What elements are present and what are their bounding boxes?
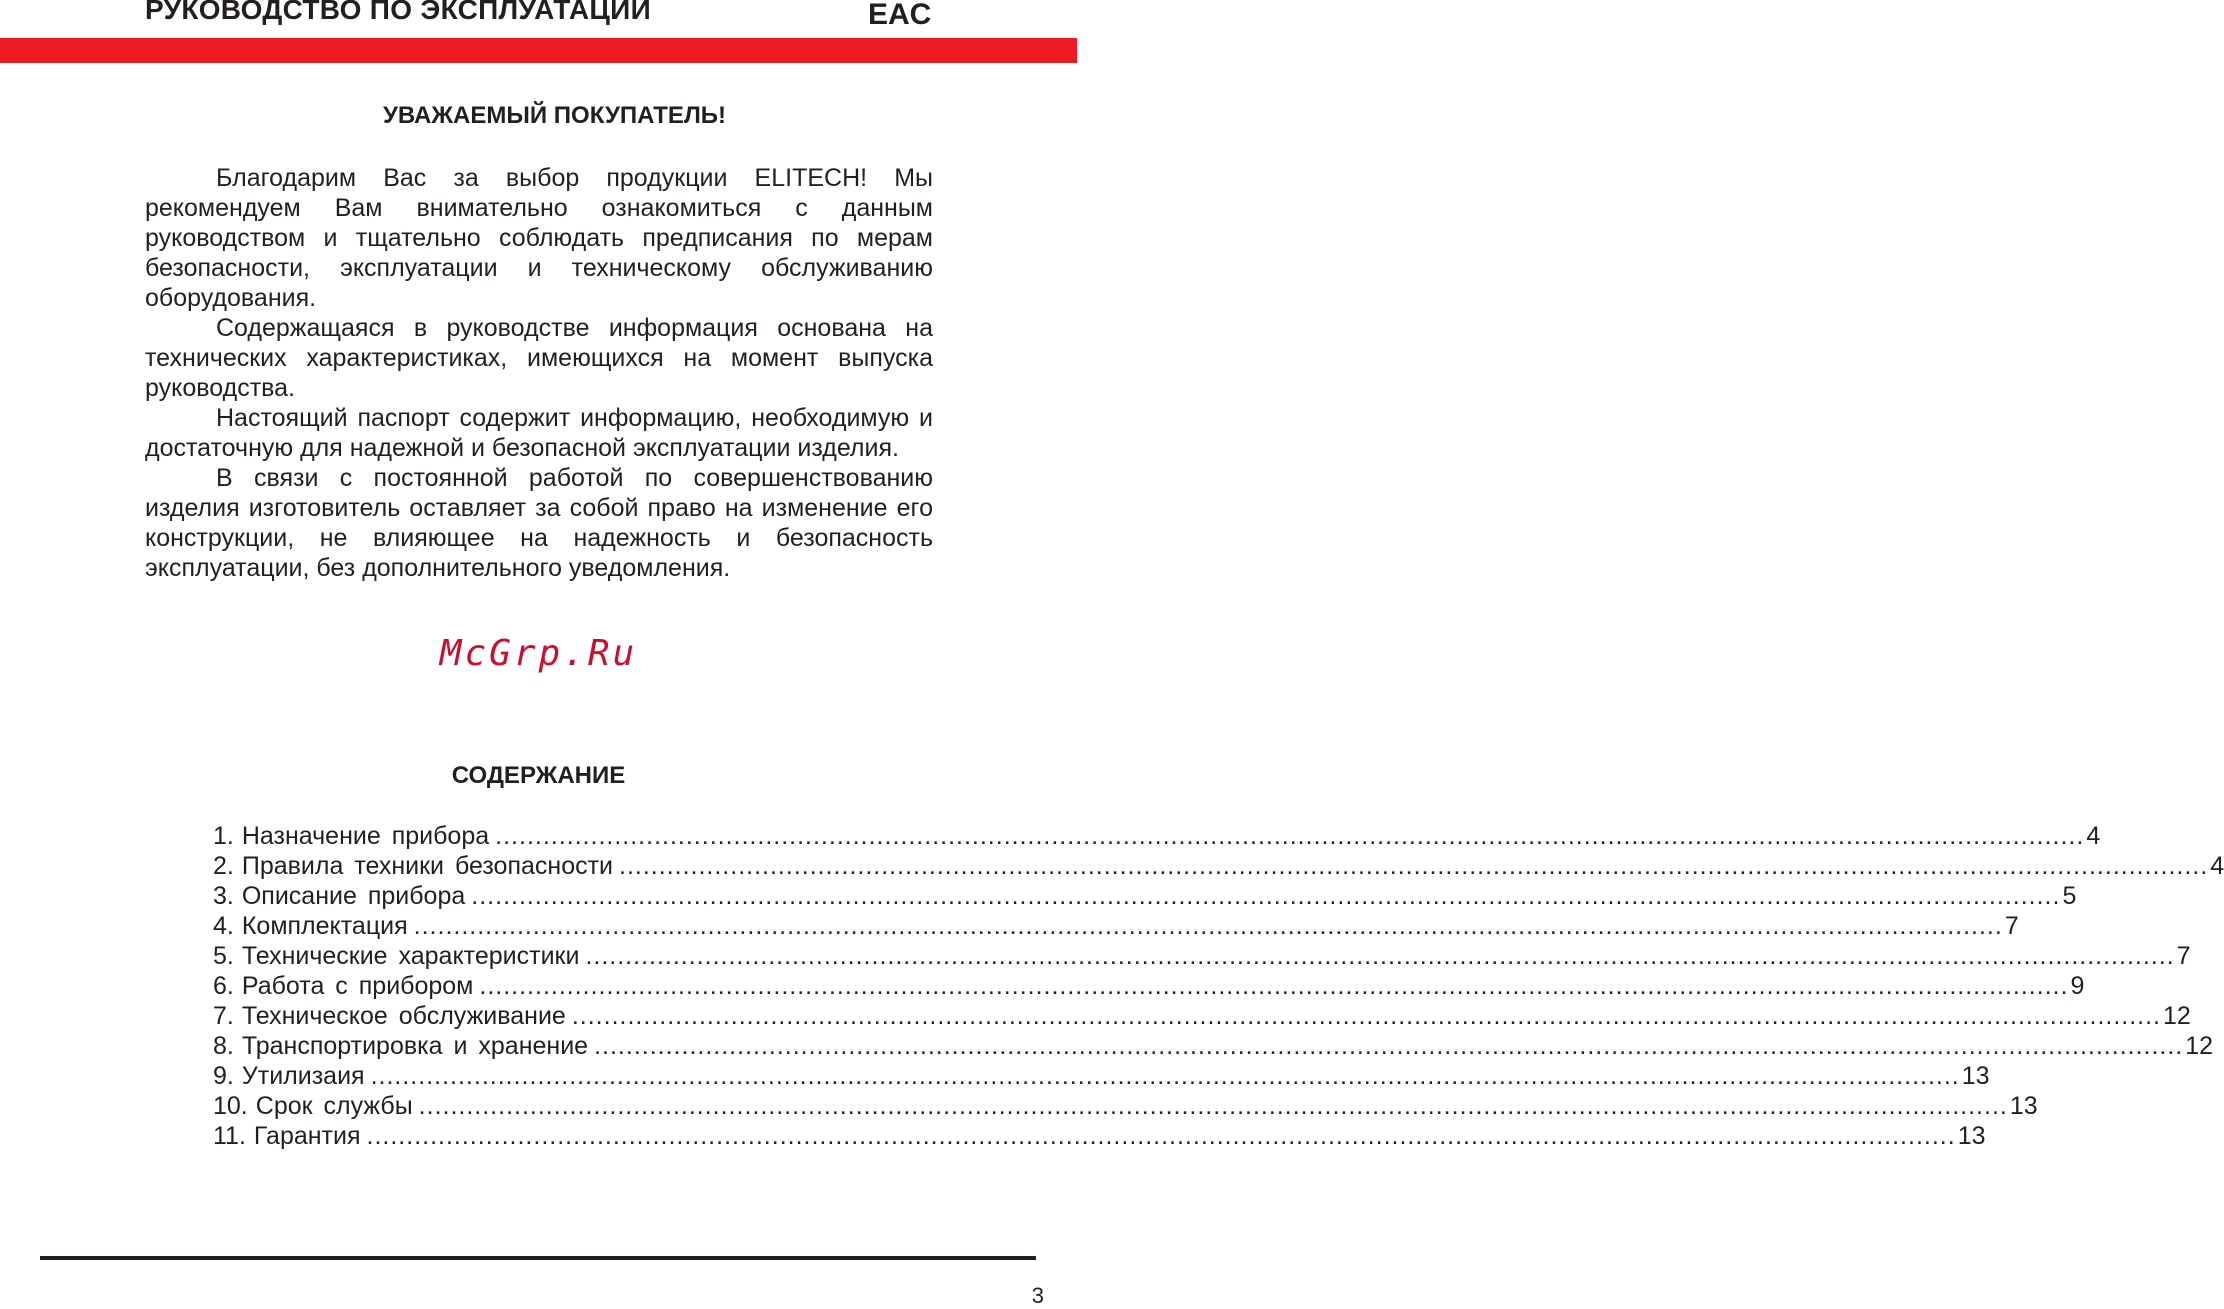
toc-dot-leader: ........................................................................................................................................................................................................ xyxy=(471,882,2061,910)
toc-dot-leader: ........................................................................................................................................................................................................ xyxy=(418,1092,2008,1120)
toc-entry-page: 12 xyxy=(2185,1032,2214,1060)
toc-dot-leader: ........................................................................................................................................................................................................ xyxy=(413,912,2003,940)
toc-entry-page: 13 xyxy=(2009,1092,2038,1120)
toc-entry-label: Описание прибора xyxy=(241,882,466,910)
toc-entry xyxy=(213,911,2019,941)
toc-entry-page: 13 xyxy=(1957,1122,1986,1150)
toc-entry-label: Назначение прибора xyxy=(241,822,490,850)
header-red-band xyxy=(0,38,1077,63)
toc-entry xyxy=(213,821,2101,851)
intro-paragraph: В связи с постоянной работой по совершенствованию изделия изготовитель оставляет за собой право на изменение его конструкции, не влияющее на надежность и безопасность эксплуатации, без дополнительного уведомления. xyxy=(145,464,933,582)
toc-entry-number: 3. xyxy=(213,882,234,910)
toc-entry-number: 7. xyxy=(213,1002,234,1030)
table-of-contents xyxy=(213,821,2224,1151)
toc-entry-label: Комплектация xyxy=(241,912,408,940)
toc-entry-number: 1. xyxy=(213,822,234,850)
toc-entry-page: 12 xyxy=(2163,1002,2191,1030)
page-number: 3 xyxy=(1031,1283,1044,1308)
toc-entry-label: Гарантия xyxy=(253,1122,361,1150)
toc-entry-page: 5 xyxy=(2062,882,2077,910)
toc-entry-label: Работа с прибором xyxy=(241,972,474,1000)
intro-paragraph: Настоящий паспорт содержит информацию, необходимую и достаточную для надежной и безопасной эксплуатации изделия. xyxy=(145,404,933,462)
toc-entry-page: 4 xyxy=(2210,852,2224,880)
toc-entry xyxy=(213,1091,2038,1121)
toc-entry-page: 9 xyxy=(2070,972,2085,1000)
toc-entry-page: 7 xyxy=(2004,912,2019,940)
intro-paragraph: Содержащаяся в руководстве информация основана на технических характеристиках, имеющихся на момент выпуска руководства. xyxy=(145,314,933,402)
toc-entry-number: 10. xyxy=(213,1092,248,1120)
toc-entry-label: Срок службы xyxy=(255,1092,413,1120)
intro-paragraph: Благодарим Вас за выбор продукции ELITECH! Мы рекомендуем Вам внимательно ознакомиться с данным руководством и тщательно соблюдать предписания по мерам безопасности, эксплуатации и техническому обслуживанию оборудования. xyxy=(145,164,933,312)
toc-entry-label: Утилизаия xyxy=(241,1062,365,1090)
toc-entry xyxy=(213,971,2085,1001)
toc-entry-number: 8. xyxy=(213,1032,234,1060)
toc-dot-leader: ........................................................................................................................................................................................................ xyxy=(594,1032,2184,1060)
toc-dot-leader: ........................................................................................................................................................................................................ xyxy=(585,942,2175,970)
document-header-title: РУКОВОДСТВО ПО ЭКСПЛУАТАЦИИ xyxy=(145,0,652,25)
toc-entry-page: 13 xyxy=(1961,1062,1990,1090)
toc-entry-label: Правила техники безопасности xyxy=(241,852,614,880)
toc-entry-number: 9. xyxy=(213,1062,234,1090)
toc-entry xyxy=(213,1121,1986,1151)
toc-entry-number: 6. xyxy=(213,972,234,1000)
toc-entry xyxy=(213,1061,1990,1091)
toc-entry-number: 4. xyxy=(213,912,234,940)
toc-entry xyxy=(213,941,2191,971)
toc-entry-label: Технические характеристики xyxy=(241,942,580,970)
footer-rule xyxy=(40,1256,1036,1260)
toc-dot-leader: ........................................................................................................................................................................................................ xyxy=(370,1062,1960,1090)
toc-dot-leader: ........................................................................................................................................................................................................ xyxy=(571,1002,2162,1030)
toc-entry-number: 2. xyxy=(213,852,234,880)
toc-entry xyxy=(213,851,2224,881)
toc-entry xyxy=(213,1001,2191,1031)
toc-dot-leader: ........................................................................................................................................................................................................ xyxy=(366,1122,1956,1150)
toc-entry-label: Техническое обслуживание xyxy=(241,1002,566,1030)
toc-entry xyxy=(213,881,2077,911)
intro-heading: УВАЖАЕМЫЙ ПОКУПАТЕЛЬ! xyxy=(382,102,727,129)
toc-entry-label: Транспортировка и хранение xyxy=(241,1032,589,1060)
toc-dot-leader: ........................................................................................................................................................................................................ xyxy=(619,852,2209,880)
intro-text xyxy=(145,163,933,583)
toc-entry-number: 5. xyxy=(213,942,234,970)
toc-dot-leader: ........................................................................................................................................................................................................ xyxy=(495,822,2085,850)
toc-dot-leader: ........................................................................................................................................................................................................ xyxy=(479,972,2069,1000)
toc-entry-page: 7 xyxy=(2176,942,2191,970)
watermark-text: McGrp.Ru xyxy=(439,633,638,674)
toc-entry xyxy=(213,1031,2214,1061)
toc-heading: СОДЕРЖАНИЕ xyxy=(451,762,626,789)
toc-entry-page: 4 xyxy=(2086,822,2101,850)
toc-entry-number: 11. xyxy=(213,1122,246,1150)
eac-certification-mark: EAC xyxy=(868,0,932,31)
